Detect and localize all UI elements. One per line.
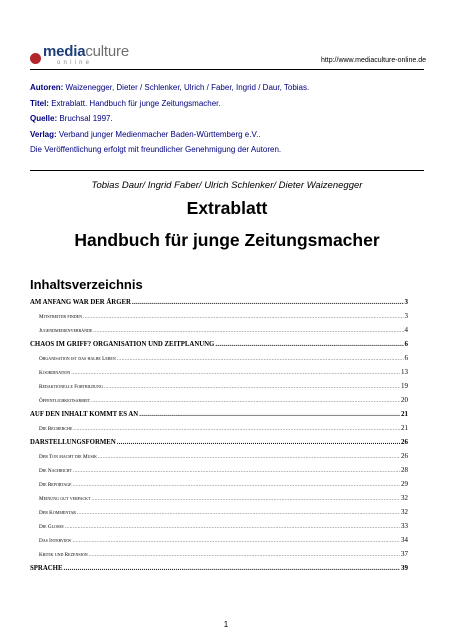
toc-dot-leader	[117, 356, 404, 362]
logo-main-text	[43, 44, 129, 59]
toc-dot-leader	[65, 524, 400, 530]
toc-section-entry[interactable]	[30, 368, 408, 382]
toc-section-entry[interactable]	[30, 480, 408, 494]
meta-title	[30, 96, 309, 112]
toc-chapter-entry[interactable]	[30, 340, 408, 354]
toc-entry-label: DARSTELLUNGSFORMEN	[30, 439, 116, 446]
toc-dot-leader	[91, 398, 400, 404]
toc-section-entry[interactable]	[30, 452, 408, 466]
logo-sub-text: online	[57, 60, 93, 66]
toc-section-entry[interactable]	[30, 396, 408, 410]
toc-entry-page: 28	[401, 466, 408, 474]
toc-section-entry[interactable]	[30, 536, 408, 550]
toc-section-entry[interactable]	[30, 466, 408, 480]
toc-section-entry[interactable]	[30, 354, 408, 368]
toc-chapter-entry[interactable]	[30, 564, 408, 578]
toc-dot-leader	[93, 328, 403, 334]
toc-entry-label: Die Glosse	[39, 524, 64, 530]
toc-dot-leader	[83, 314, 403, 320]
toc-entry-label: AM ANFANG WAR DER ÄRGER	[30, 299, 131, 306]
toc-chapter-entry[interactable]	[30, 298, 408, 312]
toc-entry-label: SPRACHE	[30, 565, 63, 572]
toc-entry-page: 3	[404, 298, 408, 306]
logo-dot-icon	[30, 53, 41, 64]
metadata-divider	[30, 170, 424, 171]
toc-entry-page: 29	[401, 480, 408, 488]
toc-entry-page: 6	[404, 354, 408, 362]
toc-section-entry[interactable]	[30, 494, 408, 508]
toc-section-entry[interactable]	[30, 382, 408, 396]
toc-entry-page: 13	[401, 368, 408, 376]
meta-publisher	[30, 127, 309, 143]
toc-entry-page: 19	[401, 382, 408, 390]
toc-entry-page: 32	[401, 494, 408, 502]
meta-source-value: Bruchsal 1997.	[57, 114, 113, 123]
toc-entry-page: 21	[401, 424, 408, 432]
meta-title-value: Extrablatt. Handbuch für junge Zeitungsmacher.	[48, 98, 221, 108]
toc-entry-label: Die Recherche	[39, 426, 73, 432]
toc-entry-page: 21	[401, 410, 408, 418]
toc-entry-label: Jugendmedienverbände	[39, 328, 93, 334]
toc-section-entry[interactable]	[30, 550, 408, 564]
toc-section-entry[interactable]	[30, 522, 408, 536]
toc-dot-leader	[98, 454, 400, 460]
toc-dot-leader	[139, 411, 400, 418]
table-of-contents	[30, 298, 408, 578]
toc-entry-page: 20	[401, 396, 408, 404]
toc-heading: Inhaltsverzeichnis	[30, 277, 143, 292]
toc-entry-label: Der Kommentar	[39, 510, 76, 516]
logo-wordmark	[43, 44, 129, 66]
toc-entry-label: Die Nachricht	[39, 468, 73, 474]
toc-entry-label: Mitstreiter finden	[39, 314, 83, 320]
site-url-link[interactable]: http://www.mediaculture-online.de	[320, 57, 426, 64]
toc-entry-label: Organisation ist das halbe Leben	[39, 356, 116, 362]
toc-entry-page: 32	[401, 508, 408, 516]
toc-entry-label: Redaktionelle Fortbildung	[39, 384, 103, 390]
toc-entry-page: 39	[401, 564, 408, 572]
header-divider	[30, 69, 424, 70]
meta-authors-label: Autoren:	[30, 83, 64, 92]
toc-section-entry[interactable]	[30, 424, 408, 438]
toc-entry-label: Kritik und Rezension	[39, 552, 88, 558]
document-subtitle: Handbuch für junge Zeitungsmacher	[74, 230, 380, 250]
toc-section-entry[interactable]	[30, 326, 408, 340]
meta-source-label: Quelle:	[30, 114, 58, 123]
toc-dot-leader	[104, 384, 400, 390]
meta-authors-value: Waizenegger, Dieter / Schlenker, Ulrich / Faber, Ingrid / Daur, Tobias.	[63, 83, 310, 92]
meta-title-label: Titel:	[30, 98, 49, 108]
toc-dot-leader	[92, 496, 400, 502]
toc-dot-leader	[132, 299, 404, 306]
toc-dot-leader	[73, 426, 400, 432]
toc-entry-page: 34	[401, 536, 408, 544]
toc-dot-leader	[215, 341, 403, 348]
toc-entry-page: 6	[404, 340, 408, 348]
toc-section-entry[interactable]	[30, 312, 408, 326]
toc-dot-leader	[73, 482, 400, 488]
document-title: Extrablatt	[186, 198, 268, 218]
toc-dot-leader	[89, 552, 400, 558]
toc-dot-leader	[77, 510, 400, 516]
toc-chapter-entry[interactable]	[30, 410, 408, 424]
metadata-block	[30, 80, 309, 158]
page-number: 1	[223, 620, 229, 629]
toc-entry-page: 3	[404, 312, 408, 320]
toc-chapter-entry[interactable]	[30, 438, 408, 452]
meta-publisher-value: Verband junger Medienmacher Baden-Württemberg e.V..	[56, 129, 261, 139]
toc-entry-label: AUF DEN INHALT KOMMT ES AN	[30, 411, 139, 418]
toc-entry-page: 26	[401, 452, 408, 460]
toc-entry-page: 26	[401, 438, 408, 446]
toc-entry-label: Die Reportage	[39, 482, 72, 488]
toc-entry-page: 33	[401, 522, 408, 530]
meta-authors	[30, 80, 309, 96]
meta-source	[30, 111, 309, 127]
toc-entry-page: 37	[401, 550, 408, 558]
toc-entry-page: 4	[404, 326, 408, 334]
toc-entry-label: Das Interview	[39, 538, 72, 544]
toc-entry-label: CHAOS IM GRIFF? ORGANISATION UND ZEITPLANUNG	[30, 341, 215, 348]
logo-main-light: culture	[85, 43, 129, 60]
meta-publisher-label: Verlag:	[30, 129, 57, 139]
toc-dot-leader	[117, 439, 400, 446]
toc-section-entry[interactable]	[30, 508, 408, 522]
toc-dot-leader	[72, 538, 400, 544]
document-authors: Tobias Daur/ Ingrid Faber/ Ulrich Schlenker/ Dieter Waizenegger	[91, 180, 363, 191]
toc-entry-label: Der Ton macht die Musik	[39, 454, 97, 460]
toc-dot-leader	[71, 370, 400, 376]
toc-entry-label: Öffentlichkeitsarbeit	[39, 398, 91, 404]
mediaculture-logo	[30, 44, 129, 66]
toc-dot-leader	[73, 468, 400, 474]
meta-permission: Die Veröffentlichung erfolgt mit freundlicher Genehmigung der Autoren.	[30, 145, 282, 154]
toc-entry-label: Meinung gut verpackt	[39, 496, 91, 502]
toc-dot-leader	[63, 565, 400, 572]
toc-entry-label: Koordination	[39, 370, 71, 376]
logo-main-bold: media	[43, 43, 86, 60]
